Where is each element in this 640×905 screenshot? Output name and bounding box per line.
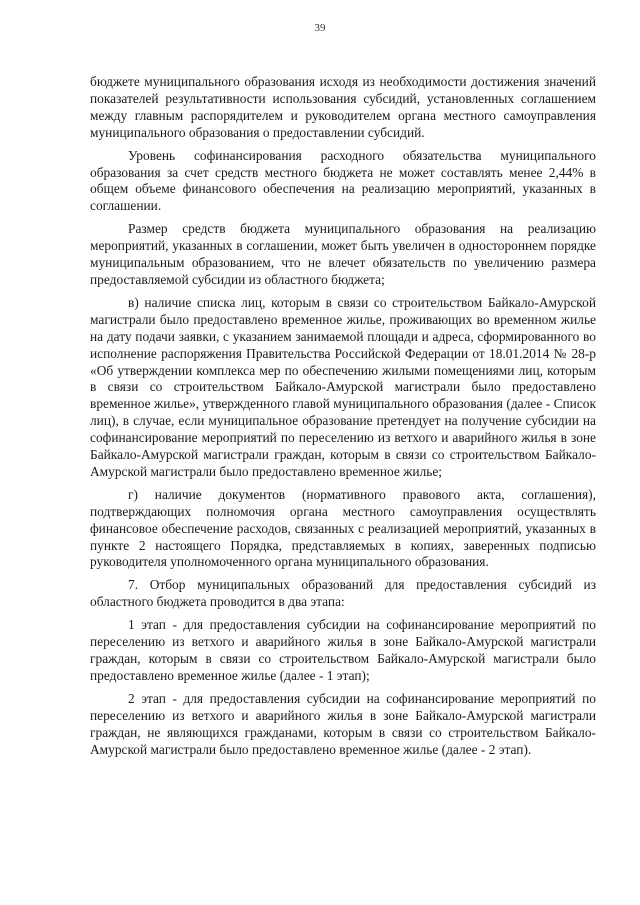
paragraph-continuation: бюджете муниципального образования исходя из необходимости достижения значений показателей результативности использования субсидий, установленных соглашением между главным распорядителем и руководителем органа местного самоуправления муниципального образования о предоставлении субсидий. [90, 74, 596, 140]
paragraph-stage-1: 1 этап - для предоставления субсидии на софинансирование мероприятий по переселению из ветхого и аварийного жилья в зоне Байкало-Амурской магистрали граждан, которым в связи со строительством Байкало-Амурской магистрали было предоставлено временное жилье (далее - 1 этап); [90, 617, 596, 683]
paragraph-section-7: 7. Отбор муниципальных образований для предоставления субсидий из областного бюджета проводится в два этапа: [90, 577, 596, 610]
document-body [90, 74, 596, 764]
paragraph-cofinancing-level: Уровень софинансирования расходного обязательства муниципального образования за счет средств местного бюджета не может составлять менее 2,44% в общем объеме финансового обеспечения на реализацию мероприятий, указанных в соглашении. [90, 147, 596, 214]
paragraph-item-g: г) наличие документов (нормативного правового акта, соглашения), подтверждающих полномочия органа местного самоуправления осуществлять финансовое обеспечение расходов, связанных с реализацией мероприятий, указанных в пункте 2 настоящего Порядка, представляемых в копиях, заверенных подписью руководителя уполномоченного органа муниципального образования. [90, 486, 596, 570]
paragraph-item-v: в) наличие списка лиц, которым в связи со строительством Байкало-Амурской магистрали было предоставлено временное жилье, проживающих во временном жилье на дату подачи заявки, с указанием занимаемой площади и адреса, сформированного во исполнение распоряжения Правительства Российской Федерации от 18.01.2014 № 28-р «Об утверждении комплекса мер по обеспечению жилыми помещениями лиц, которым в связи со строительством Байкало-Амурской магистрали было предоставлено временное жилье», утвержденного главой муниципального образования (далее - Список лиц), в случае, если муниципальное образование претендует на получение субсидии на софинансирование мероприятий по переселению из ветхого и аварийного жилья в зоне Байкало-Амурской магистрали граждан, которым в связи со строительством Байкало-Амурской магистрали было предоставлено временное жилье; [90, 294, 596, 479]
paragraph-stage-2: 2 этап - для предоставления субсидии на софинансирование мероприятий по переселению из ветхого и аварийного жилья в зоне Байкало-Амурской магистрали граждан, не являющихся гражданами, которым в связи со строительством Байкало-Амурской магистрали было предоставлено временное жилье (далее - 2 этап). [90, 690, 596, 757]
page-number: 39 [314, 22, 326, 34]
paragraph-budget-size: Размер средств бюджета муниципального образования на реализацию мероприятий, указанных в соглашении, может быть увеличен в одностороннем порядке муниципальным образованием, что не влечет обязательств по увеличению размера предоставляемой субсидии из областного бюджета; [90, 221, 596, 287]
